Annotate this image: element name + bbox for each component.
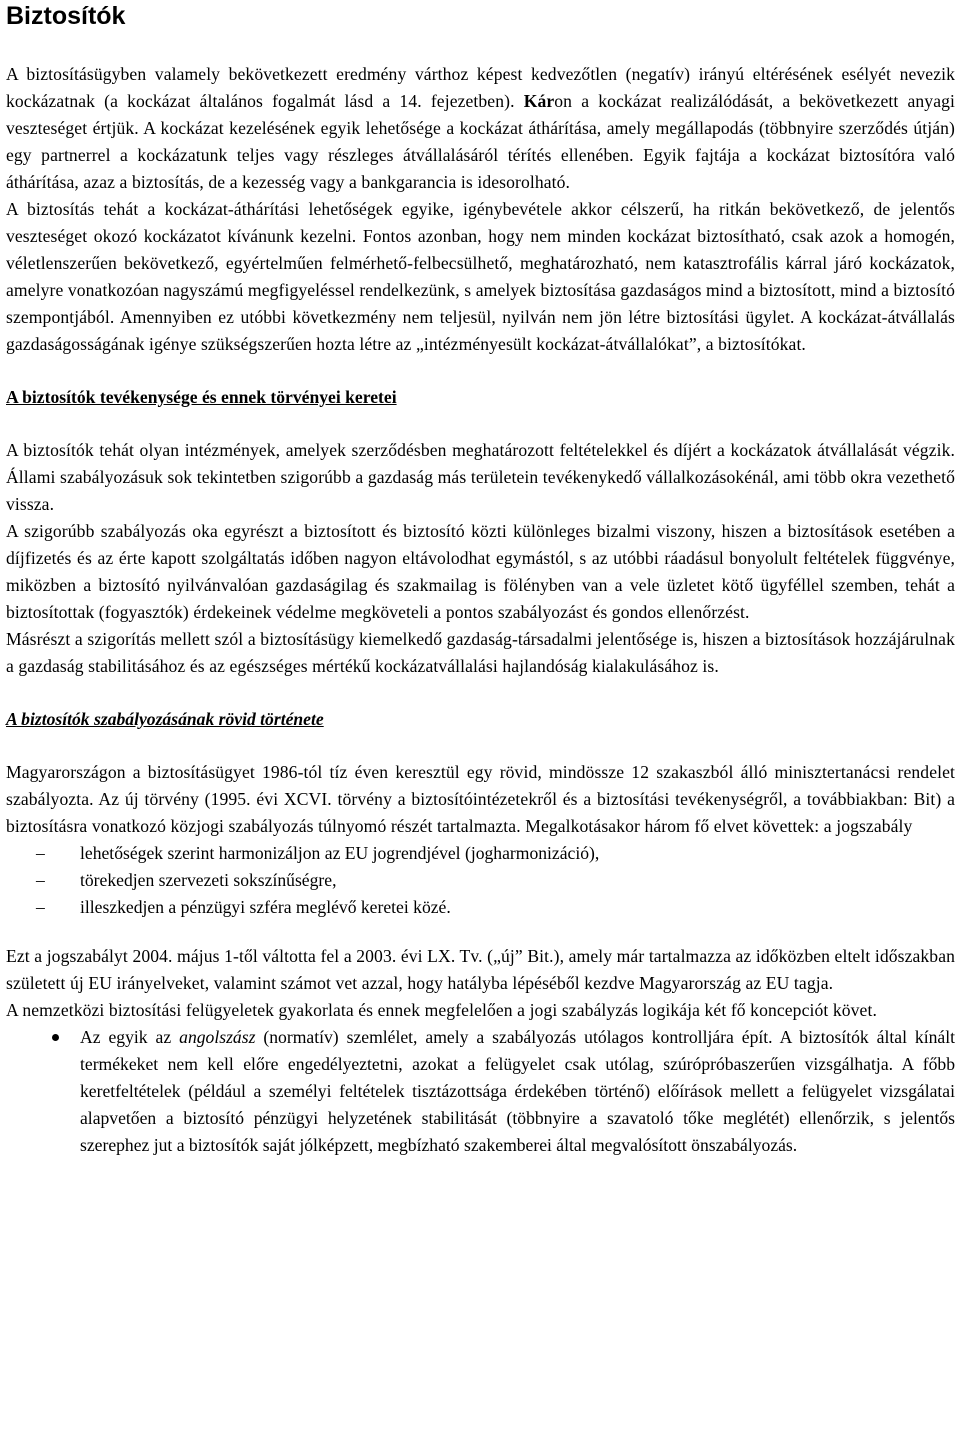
- dash-marker: –: [36, 897, 45, 917]
- intro-paragraph-2: A biztosítás tehát a kockázat-áthárítási lehetőségek egyike, igénybevétele akkor célszerű, ha ritkán bekövetkező, de jelentős veszteséget okozó kockázatot kívánunk kezelni. Fontos azonban, hogy nem minden kockázat biztosítható, csak azok a homogén, véletlenszerűen bekövetkező, egyértelműen felmérhető-felbecsülhető, meghatározható, nem katasztrofális kárral járó kockázatok, amelyre vonatkozóan nagyszámú megfigyeléssel rendelkezünk, s amelyek biztosítása gazdaságos mind a biztosított, mind a biztosító szempontjából. Amennyiben ez utóbbi következmény nem teljesül, nyilván nem jön létre biztosítási ügylet. A kockázat-átvállalás gazdaságosságának igénye szükségszerűen hozta létre az „intézményesült kockázat-átvállalókat”, a biztosítókat.: [6, 199, 955, 354]
- list-item: [6, 840, 955, 867]
- dash-marker: –: [36, 870, 45, 890]
- page-title: Biztosítók: [6, 2, 126, 30]
- bullet-post: (normatív) szemlélet, amely a szabályozás utólagos kontrolljára épít. A biztosítók által kínált termékeket nem kell előre engedélyeztetni, azokat a felügyelet csak utólag, szúrópróbaszerűen vizsgálhatja. A főbb keretfeltételek (például a személyi feltételek tisztázottsága érdekében történő) előírások mellett a felügyelet vizsgálatai alapvetően a biztosító pénzügyi helyzetének stabilitását (többnyire a szavatoló tőke meglétét) ellenőrzik, s jelentős szerephez jut a biztosítók saját jólképzett, megbízható szakemberei által megvalósított önszabályozás.: [80, 1027, 955, 1155]
- karon-bold-term: Kár: [523, 91, 555, 111]
- concepts-list: [6, 1024, 955, 1159]
- list-item: [6, 894, 955, 921]
- list-item-text: törekedjen szervezeti sokszínűségre,: [80, 870, 337, 890]
- list-item-text: lehetőségek szerint harmonizáljon az EU jogrendjével (jogharmonizáció),: [80, 843, 600, 863]
- bullet-icon: [52, 1034, 59, 1041]
- section-2-heading: A biztosítók szabályozásának rövid története: [6, 709, 324, 729]
- section-1-heading: A biztosítók tevékenysége és ennek törvényei keretei: [6, 387, 397, 407]
- principles-list: [6, 840, 955, 921]
- section-2-paragraph-2: Ezt a jogszabályt 2004. május 1-től váltotta fel a 2003. évi LX. Tv. („új” Bit.), amely már tartalmazza az időközben eltelt időszakban született új EU irányelveket, valamint számot vet azzal, hogy hatályba lépéséből kezdve Magyarország az EU tagja.: [6, 946, 955, 993]
- dash-marker: –: [36, 843, 45, 863]
- bullet-italic-term: angolszász: [179, 1027, 256, 1047]
- list-item-text: illeszkedjen a pénzügyi szféra meglévő keretei közé.: [80, 897, 451, 917]
- section-1-paragraph-3: Másrészt a szigorítás mellett szól a biztosításügy kiemelkedő gazdaság-társadalmi jelentősége is, hiszen a biztosítások hozzájárulnak a gazdaság stabilitásához és az egészséges mértékű kockázatvállalási hajlandóság kialakulásához is.: [6, 629, 955, 676]
- intro-paragraph-1: [6, 61, 955, 196]
- section-1-paragraph-2: A szigorúbb szabályozás oka egyrészt a biztosított és biztosító közti különleges bizalmi viszony, hiszen a biztosítások esetében a díjfizetés és az érte kapott szolgáltatás időben nagyon eltávolodhat egymástól, s az utóbbi ráadásul bonyolult feltételek függvénye, miközben a biztosító nyilvánvalóan gazdaságilag és szakmailag is fölényben van a vele üzletet kötő ügyféllel szemben, tehát a biztosítottak (fogyasztók) érdekeinek védelme megköveteli a pontos szabályozást és gondos ellenőrzést.: [6, 521, 955, 622]
- intro-sentence-1: A biztosításügyben valamely bekövetkezett eredmény várthoz képest kedvezőtlen (negatív) irányú eltérésének esélyét nevezik kockázatnak (a kockázat általános fogalmát lásd a 14. fejezetben).: [6, 64, 955, 111]
- section-1-paragraph-1: A biztosítók tehát olyan intézmények, amelyek szerződésben meghatározott feltételekkel és díjért a kockázatok átvállalását végzik. Állami szabályozásuk sok tekintetben szigorúbb a gazdaság más területein tevékenykedő vállalkozásokénál, ami több okra vezethető vissza.: [6, 440, 955, 514]
- list-item: [6, 867, 955, 894]
- intro-sentence-2: A kockázat kezelésének egyik lehetősége a kockázat áthárítása, amely megállapodás (többnyire szerződés útján) egy partnerrel a kockázatunk teljes vagy részleges átvállalásáról térítés ellenében. Egyik fajtája a kockázat biztosítóra való áthárítása, azaz a biztosítás, de a kezesség vagy a bankgarancia is idesorolható.: [6, 118, 955, 192]
- bullet-pre: Az egyik az: [80, 1027, 180, 1047]
- section-2-paragraph-3: A nemzetközi biztosítási felügyeletek gyakorlata és ennek megfelelően a jogi szabályzás logikája két fő koncepciót követ.: [6, 1000, 877, 1020]
- list-item: [6, 1024, 955, 1159]
- section-2-paragraph-1: Magyarországon a biztosításügyet 1986-tól tíz éven keresztül egy rövid, mindössze 12 szakaszból álló minisztertanácsi rendelet szabályozta. Az új törvény (1995. évi XCVI. törvény a biztosítóintézetekről és a biztosítási tevékenységről, a továbbiakban: Bit) a biztosításra vonatkozó közjogi szabályozás túlnyomó részét tartalmazta. Megalkotásakor három fő elvet követtek: a jogszabály: [6, 762, 955, 836]
- intro-karon-rest: on a kockázat realizálódását, a bekövetkezett anyagi veszteséget értjük.: [6, 91, 955, 138]
